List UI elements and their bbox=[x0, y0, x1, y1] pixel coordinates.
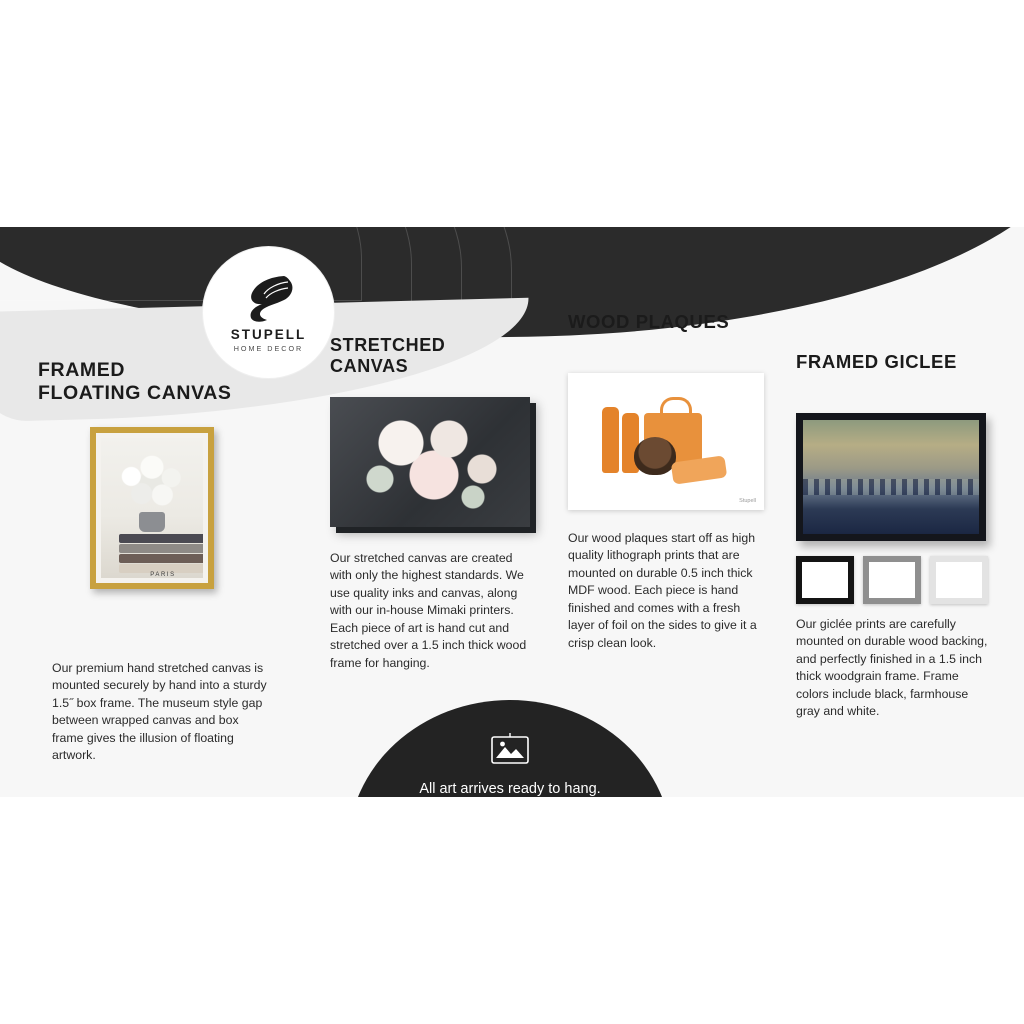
floral-graphic bbox=[356, 413, 506, 513]
framed-floating-canvas-artwork bbox=[90, 427, 214, 589]
vase-graphic bbox=[139, 512, 165, 532]
swatch-black bbox=[796, 556, 854, 604]
column-description: Our giclée prints are carefully mounted on durable wood backing, and perfectly finished in a 1.5 inch thick woodgrain frame. Frame colors include black, farmhouse gray and white. bbox=[796, 617, 988, 719]
swatch-white bbox=[930, 556, 988, 604]
column-title: WOOD PLAQUES bbox=[568, 311, 730, 332]
brand-tagline: HOME DECOR bbox=[233, 343, 304, 353]
column-description: Our premium hand stretched canvas is mounted securely by hand into a sturdy 1.5˝ box frame. The museum style gap between wrapped canvas and box frame gives the illusion of floating artwork. bbox=[52, 661, 267, 763]
column-title: STRETCHED CANVAS bbox=[330, 335, 446, 377]
framed-giclee-artwork bbox=[796, 413, 986, 541]
column-title: FRAMED GICLEE bbox=[796, 351, 957, 372]
giclee-frame-swatches bbox=[796, 556, 988, 604]
swatch-farmhouse-gray bbox=[863, 556, 921, 604]
dog-graphic bbox=[634, 437, 676, 475]
stretched-canvas-artwork bbox=[330, 397, 530, 527]
column-framed-giclee bbox=[796, 351, 996, 719]
stupell-swan-logo-icon bbox=[238, 273, 300, 323]
boot-graphic bbox=[602, 407, 619, 473]
book-stack-item bbox=[119, 554, 203, 563]
artwork-signature: Stupell bbox=[739, 498, 756, 504]
bouquet-graphic bbox=[115, 454, 189, 520]
book-stack-item bbox=[119, 534, 203, 543]
column-framed-floating-canvas bbox=[38, 359, 290, 405]
gold-frame bbox=[90, 427, 214, 589]
column-wood-plaques bbox=[568, 311, 778, 650]
product-types-infographic bbox=[0, 227, 1024, 797]
wood-plaque-artwork bbox=[568, 373, 764, 510]
brand-name: STUPELL bbox=[230, 326, 307, 342]
column-stretched-canvas bbox=[330, 335, 535, 670]
giclee-image bbox=[803, 420, 979, 534]
framed-picture-icon bbox=[490, 732, 530, 766]
canvas-image bbox=[101, 438, 203, 578]
book-stack-item bbox=[119, 544, 203, 553]
column-title: FRAMED FLOATING CANVAS bbox=[38, 359, 232, 404]
artwork-caption: PARIS bbox=[150, 572, 176, 578]
column-description: Our stretched canvas are created with only the highest standards. We use quality inks and canvas, along with our in-house Mimaki printers. Each piece of art is hand cut and stretched over a 1.5 inch thick wood frame for hanging. bbox=[330, 551, 527, 670]
column-description: Our wood plaques start off as high quality lithograph prints that are mounted on durable 0.5 inch thick MDF wood. Each piece is hand finished and comes with a fresh layer of foil on the sides to give it a crisp clean look. bbox=[568, 531, 757, 650]
banner-text: All art arrives ready to hang. bbox=[419, 781, 601, 797]
ready-to-hang-banner bbox=[348, 700, 672, 797]
